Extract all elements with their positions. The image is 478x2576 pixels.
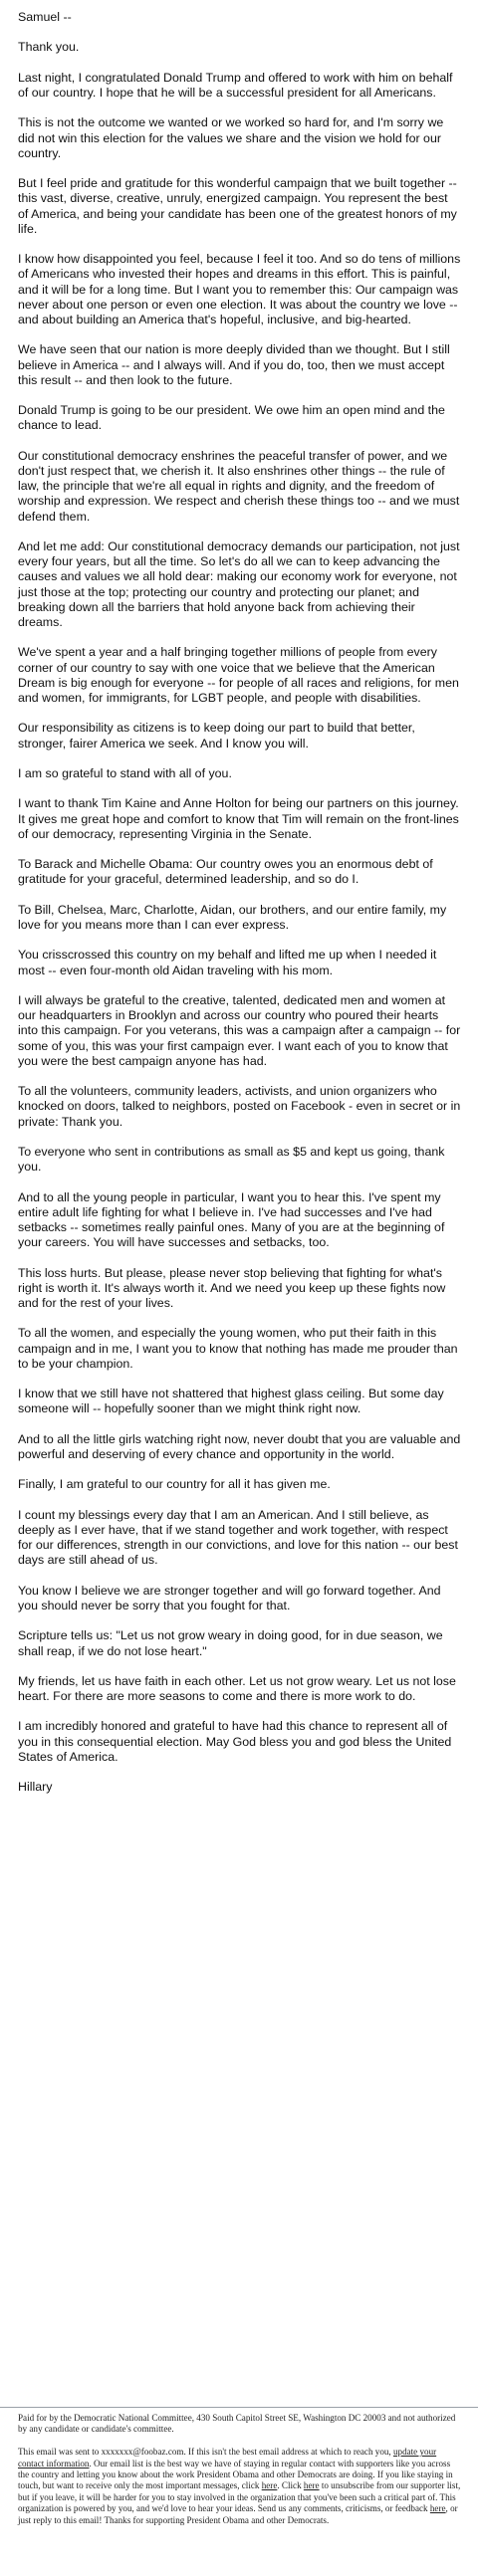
footer-divider — [0, 2407, 478, 2408]
letter-paragraph: To Barack and Michelle Obama: Our country owes you an enormous debt of gratitude for your graceful, determined leadership, and so do I. — [18, 857, 433, 887]
letter-paragraph: Our constitutional democracy enshrines the peaceful transfer of power, and we don't just respect that, we cherish it. It also enshrines other things -- the rule of law, the principle that we're all equal in rights and dignity, and the freedom of worship and expression. We respect and cherish these things too -- and we must defend them. — [18, 448, 460, 524]
letter-paragraph: My friends, let us have faith in each other. Let us not grow weary. Let us not lose heart. For there are more seasons to come and there is more work to do. — [18, 1673, 456, 1704]
email-footer — [18, 2413, 461, 2537]
update-contact-info-link[interactable]: update your contact information — [18, 2447, 437, 2469]
unsubscribe-link[interactable]: here — [303, 2480, 320, 2491]
letter-paragraph: To everyone who sent in contributions as small as $5 and kept us going, thank you. — [18, 1144, 445, 1175]
letter-paragraph: To all the women, and especially the young women, who put their faith in this campaign and in me, I want you to know that nothing has made me prouder than to be your champion. — [18, 1326, 458, 1371]
letter-paragraph: I will always be grateful to the creative, talented, dedicated men and women at our headquarters in Brooklyn and across our country who poured their hearts into this campaign. For you veterans, this was a campaign after a campaign -- for some of you, this was your first campaign ever. I want each of you to know that you were the best campaign anyone has had. — [18, 992, 461, 1068]
letter-paragraph: But I feel pride and gratitude for this wonderful campaign that we built together -- this vast, diverse, creative, unruly, energized campaign. You represent the best of America, and being your candidate has been one of the greatest honors of my life. — [18, 176, 457, 236]
letter-paragraph: We've spent a year and a half bringing together millions of people from every corner of our country to say with one voice that we believe that the American Dream is big enough for everyone -- for people of all races and religions, for men and women, for immigrants, for LGBT people, and people with disabilities. — [18, 645, 459, 705]
email-notice — [18, 2447, 461, 2526]
letter-paragraph: This loss hurts. But please, please never stop believing that fighting for what's right is worth it. It's always worth it. And we need you keep up these fights now and for the rest of your lives. — [18, 1265, 446, 1310]
salutation: Samuel -- — [18, 10, 72, 24]
letter-paragraph: I know that we still have not shattered that highest glass ceiling. But some day someone will -- hopefully sooner than we might think right now. — [18, 1387, 444, 1416]
letter-paragraph: Our responsibility as citizens is to keep doing our part to build that better, stronger, fairer America we seek. And I know you will. — [18, 721, 415, 751]
letter-paragraph: I want to thank Tim Kaine and Anne Holton for being our partners on this journey. It gives me great hope and comfort to know that Tim will remain on the front-lines of our democracy, representing Virginia in the Senate. — [18, 796, 459, 841]
letter-paragraph: We have seen that our nation is more deeply divided than we thought. But I still believe in America -- and I always will. And if you do, too, then we must accept this result -- and then look to the future. — [18, 342, 450, 387]
letter-paragraph: I am so grateful to stand with all of you. — [18, 765, 232, 780]
notice-text-5: , or just reply to this email! Thanks for supporting President Obama and other Democrats. — [18, 2503, 458, 2525]
letter-paragraph: This is not the outcome we wanted or we worked so hard for, and I'm sorry we did not win this election for the values we share and the vision we hold for our country. — [18, 115, 444, 160]
letter-paragraph: You crisscrossed this country on my behalf and lifted me up when I needed it most -- even four-month old Aidan traveling with his mom. — [18, 948, 437, 977]
letter-paragraph: And to all the little girls watching right now, never doubt that you are valuable and powerful and deserving of every chance and opportunity in the world. — [18, 1431, 461, 1461]
notice-text-1: This email was sent to xxxxxxx@foobaz.com. If this isn't the best email address at which to reach you, — [18, 2447, 393, 2458]
letter-paragraph: Thank you. — [18, 40, 80, 55]
letter-paragraph: And to all the young people in particular, I want you to hear this. I've spent my entire adult life fighting for what I believe in. I've had successes and I've had setbacks -- sometimes really painful ones. Many of you are at the beginning of your careers. You will have successes and setbacks, too. — [18, 1189, 445, 1250]
letter-body — [18, 10, 461, 1811]
notice-text-2: . Our email list is the best way we have of staying in regular contact with supporters like you across the country and letting you know about the work President Obama and other Democrats are doing. If you like staying in touch, but want to receive only the most important messages, click — [18, 2458, 453, 2491]
paid-for-disclaimer: Paid for by the Democratic National Committee, 430 South Capitol Street SE, Washington DC 20003 and not authorized by any candidate or candidate's committee. — [18, 2413, 456, 2435]
notice-text-3: . Click — [277, 2480, 304, 2491]
feedback-link[interactable]: here — [429, 2503, 446, 2514]
notice-text-4: to unsubscribe from our supporter list, but if you leave, it will be harder for you to stay involved in the organization that you've been such a critical part of. This organization is powered by you, and we'd love to hear your ideas. Send us any comments, criticisms, or feedback — [18, 2480, 461, 2514]
letter-paragraph: I know how disappointed you feel, because I feel it too. And so do tens of millions of Americans who invested their hopes and dreams in this effort. This is painful, and it will be for a long time. But I want you to remember this: Our campaign was never about one person or even one election. It was about the country we love -- and about building an America that's hopeful, inclusive, and big-hearted. — [18, 252, 461, 326]
signature: Hillary — [18, 1780, 53, 1795]
important-messages-only-link[interactable]: here — [261, 2480, 278, 2491]
letter-paragraph: Last night, I congratulated Donald Trump and offered to work with him on behalf of our country. I hope that he will be a successful president for all Americans. — [18, 70, 453, 100]
letter-paragraph: Donald Trump is going to be our president. We owe him an open mind and the chance to lead. — [18, 403, 445, 433]
letter-paragraph: Finally, I am grateful to our country for all it has given me. — [18, 1477, 331, 1492]
letter-paragraph: You know I believe we are stronger together and will go forward together. And you should never be sorry that you fought for that. — [18, 1583, 441, 1612]
letter-paragraph: To Bill, Chelsea, Marc, Charlotte, Aidan, our brothers, and our entire family, my love for you means more than I can ever express. — [18, 902, 447, 932]
letter-paragraph: To all the volunteers, community leaders, activists, and union organizers who knocked on doors, talked to neighbors, posted on Facebook - even in secret or in private: Thank you. — [18, 1084, 461, 1129]
letter-paragraph: And let me add: Our constitutional democracy demands our participation, not just every four years, but all the time. So let's do all we can to keep advancing the causes and values we all hold dear: making our economy work for everyone, not just those at the top; protecting our country and protecting our planet; and breaking down all the barriers that hold anyone back from achieving their dreams. — [18, 538, 460, 629]
letter-paragraph: I am incredibly honored and grateful to have had this chance to represent all of you in this consequential election. May God bless you and god bless the United States of America. — [18, 1719, 452, 1764]
letter-paragraph: Scripture tells us: "Let us not grow weary in doing good, for in due season, we shall reap, if we do not lose heart." — [18, 1628, 443, 1658]
letter-paragraph: I count my blessings every day that I am an American. And I still believe, as deeply as I ever have, that if we stand together and work together, with respect for our differences, strength in our convictions, and love for this nation -- our best days are still ahead of us. — [18, 1507, 458, 1568]
